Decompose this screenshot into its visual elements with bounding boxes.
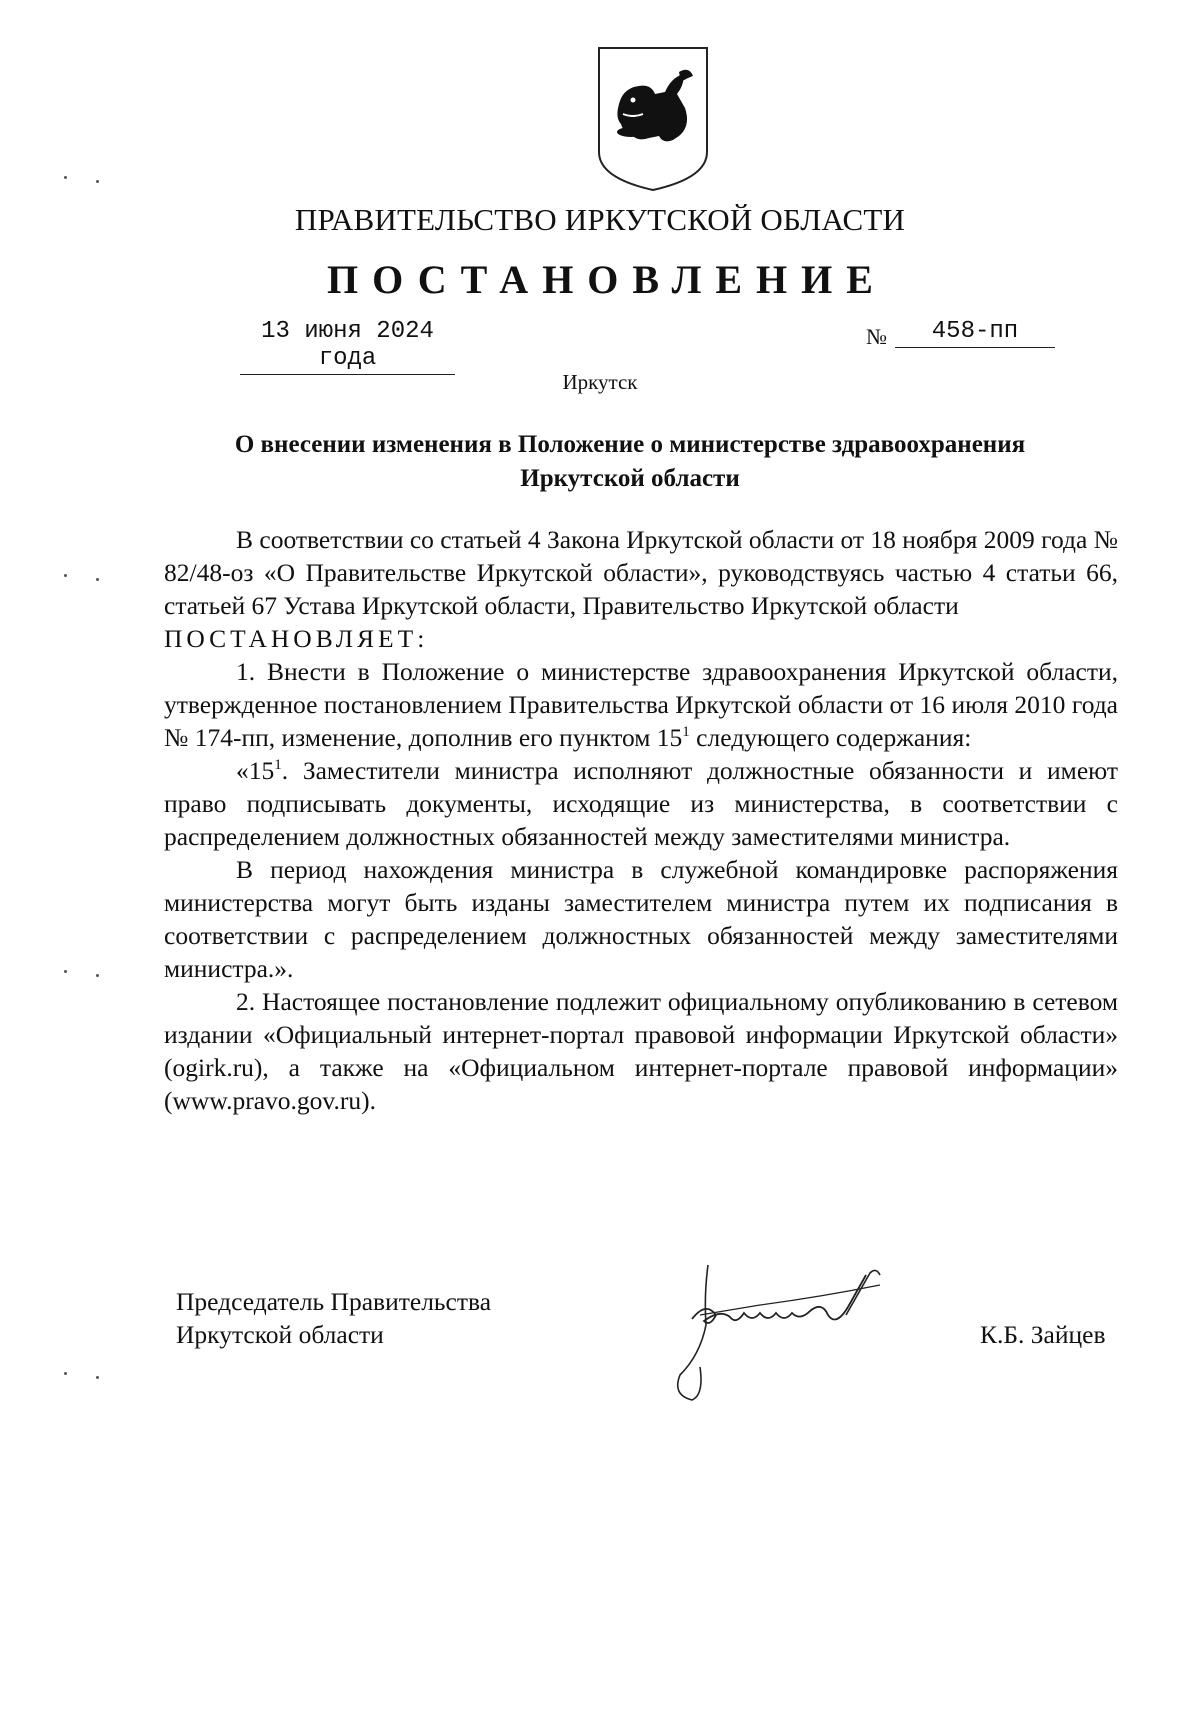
decree-word: ПОСТАНОВЛЯЕТ: [164,624,429,653]
quote-1-text: . Заместители министра исполняют должностные обязанности и имеют право подписывать документы, исходящие из министерства, в соответствии с распределением должностных обязанностей между заместителями министра. [164,756,1118,851]
quote-1-prefix: «15 [236,756,275,785]
title-line-2: Иркутской области [520,465,740,492]
document-type-heading: ПОСТАНОВЛЕНИЕ [327,257,887,302]
signatory-name: К.Б. Зайцев [980,1320,1106,1349]
signatory-title [176,1285,491,1351]
signatory-title-line-1: Председатель Правительства [176,1287,492,1316]
item-1-superscript: 1 [682,724,690,740]
scan-speck [64,970,67,973]
document-date: 13 июня 2024 года [240,318,455,375]
government-heading: ПРАВИТЕЛЬСТВО ИРКУТСКОЙ ОБЛАСТИ [294,202,906,237]
preamble-paragraph: В соответствии со статьей 4 Закона Иркутской области от 18 ноября 2009 года № 82/48-оз «О Правительстве Иркутской области», руководствуясь частью 4 статьи 66, статьей 67 Устава Иркутской области, Правительство Иркутской области [164,525,1118,620]
item-1-text: 1. Внести в Положение о министерстве здравоохранения Иркутской области, утвержденное постановлением Правительства Иркутской области от 16 июля 2010 года № 174-пп, изменение, дополнив его пунктом 15 [164,657,1118,752]
title-line-1: О внесении изменения в Положение о министерстве здравоохранения [234,431,1026,458]
quote-2-paragraph: В период нахождения министра в служебной командировке распоряжения министерства могут быть изданы заместителем министра путем их подписания в соответствии с распределением должностных обязанностей между заместителями министра.». [164,855,1118,983]
document-number: 458-пп [895,318,1055,348]
number-label: № [866,324,887,349]
scan-speck [96,974,99,977]
item-1-paragraph [164,655,1118,754]
item-2-paragraph: 2. Настоящее постановление подлежит официальному опубликованию в сетевом издании «Официальный интернет-портал правовой информации Иркутской области» (ogirk.ru), а также на «Официальном интернет-портале правовой информации» (www.pravo.gov.ru). [164,987,1118,1115]
scan-speck [64,176,67,179]
scan-speck [64,574,67,577]
coat-of-arms-emblem [593,44,713,194]
scan-speck [64,1372,67,1375]
quote-1-superscript: 1 [274,757,282,773]
handwritten-signature [670,1255,950,1405]
document-title [150,428,1110,496]
quote-1-paragraph [164,754,1118,853]
document-body [164,523,1118,1117]
signatory-title-line-2: Иркутской области [176,1320,384,1349]
scan-speck [96,180,99,183]
city-label: Иркутск [562,370,638,394]
scan-speck [96,1376,99,1379]
scan-speck [96,578,99,581]
item-1-tail: следующего содержания: [689,723,972,752]
